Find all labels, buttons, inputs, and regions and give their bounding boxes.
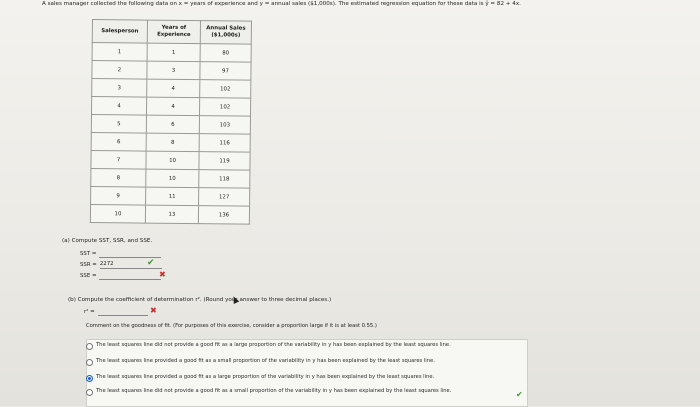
years-cell: 8: [146, 133, 199, 152]
years-cell: 6: [146, 115, 199, 134]
option-radio-2[interactable]: [86, 359, 93, 366]
column-header-salesperson: Salesperson: [92, 20, 147, 44]
salesperson-cell: 1: [92, 43, 147, 62]
years-cell: 1: [147, 43, 200, 62]
r2-input[interactable]: [98, 307, 148, 316]
salesperson-cell: 5: [91, 115, 146, 134]
check-icon: ✔: [147, 258, 155, 268]
sales-cell: 116: [199, 134, 250, 153]
years-cell: 10: [146, 169, 199, 188]
salesperson-cell: 7: [91, 150, 146, 169]
data-table: [90, 19, 252, 225]
table-row: [92, 79, 251, 99]
check-icon-options: ✔: [516, 390, 523, 399]
r2-row: [84, 307, 148, 316]
salesperson-cell: 10: [90, 204, 145, 223]
salesperson-cell: 6: [91, 132, 146, 151]
years-cell: 11: [146, 187, 199, 206]
table-row: [91, 132, 250, 152]
part-b-prompt: (b) Compute the coefficient of determination r². (Round your answer to three decimal places.): [68, 297, 332, 303]
salesperson-cell: 8: [91, 168, 146, 187]
option-radio-3[interactable]: [86, 375, 93, 382]
table-row: [91, 168, 250, 188]
option-label-1[interactable]: The least squares line did not provide a good fit as a large proportion of the variability in y has been explained by the least squares line.: [96, 342, 451, 348]
cross-icon: ✖: [159, 270, 166, 279]
years-cell: 4: [146, 97, 199, 116]
table-row: [91, 115, 250, 135]
table-row: [92, 61, 251, 81]
column-header-years-experience: Years of Experience: [147, 20, 200, 44]
sales-cell: 136: [198, 206, 249, 225]
option-label-2[interactable]: The least squares line provided a good fit as a small proportion of the variability in y has been explained by the least squares line.: [96, 358, 435, 364]
options-box: [86, 339, 528, 407]
r2-label: r² =: [84, 309, 95, 315]
table-row: [91, 186, 250, 206]
cross-icon-r2: ✖: [150, 306, 157, 315]
option-label-4[interactable]: The least squares line did not provide a good fit as a small proportion of the variability in y has been explained by the least squares line.: [96, 388, 452, 394]
table-row: [92, 43, 251, 63]
option-radio-1[interactable]: [86, 343, 93, 350]
column-header-annual-sales: Annual Sales ($1,000s): [200, 21, 251, 45]
table-row: [90, 204, 249, 224]
ssr-input[interactable]: 2272: [100, 260, 162, 269]
sales-cell: 118: [199, 170, 250, 189]
salesperson-cell: 3: [92, 79, 147, 98]
problem-statement: A sales manager collected the following data on x = years of experience and y = annual sales ($1,000s). The estimated regression equation for these data is ŷ = 82 + 4x.: [42, 1, 521, 7]
sst-row: [80, 249, 161, 258]
part-a-prompt: (a) Compute SST, SSR, and SSE.: [62, 238, 153, 244]
sales-cell: 80: [200, 44, 251, 63]
table-row: [91, 150, 250, 170]
sse-label: SSE =: [80, 273, 97, 279]
salesperson-cell: 4: [91, 97, 146, 116]
years-cell: 3: [147, 61, 200, 80]
salesperson-cell: 9: [91, 186, 146, 205]
sst-label: SST =: [80, 251, 97, 257]
sales-cell: 102: [199, 98, 250, 117]
years-cell: 13: [145, 205, 198, 224]
sse-input[interactable]: [99, 271, 161, 280]
comment-prompt: Comment on the goodness of fit. (For purposes of this exercise, consider a proportion large if it is at least 0.55.): [86, 323, 377, 329]
ssr-label: SSR =: [80, 262, 97, 268]
sales-cell: 97: [200, 62, 251, 81]
sst-input[interactable]: [99, 249, 161, 258]
years-cell: 4: [147, 79, 200, 98]
sales-cell: 102: [200, 80, 251, 99]
sales-cell: 127: [199, 188, 250, 207]
option-label-3[interactable]: The least squares line provided a good fit as a large proportion of the variability in y has been explained by the least squares line.: [96, 374, 435, 380]
option-radio-4[interactable]: [86, 389, 93, 396]
sales-cell: 103: [199, 116, 250, 135]
salesperson-cell: 2: [92, 61, 147, 80]
table-row: [91, 97, 250, 117]
sse-row: [80, 271, 161, 280]
sales-cell: 119: [199, 152, 250, 171]
years-cell: 10: [146, 151, 199, 170]
